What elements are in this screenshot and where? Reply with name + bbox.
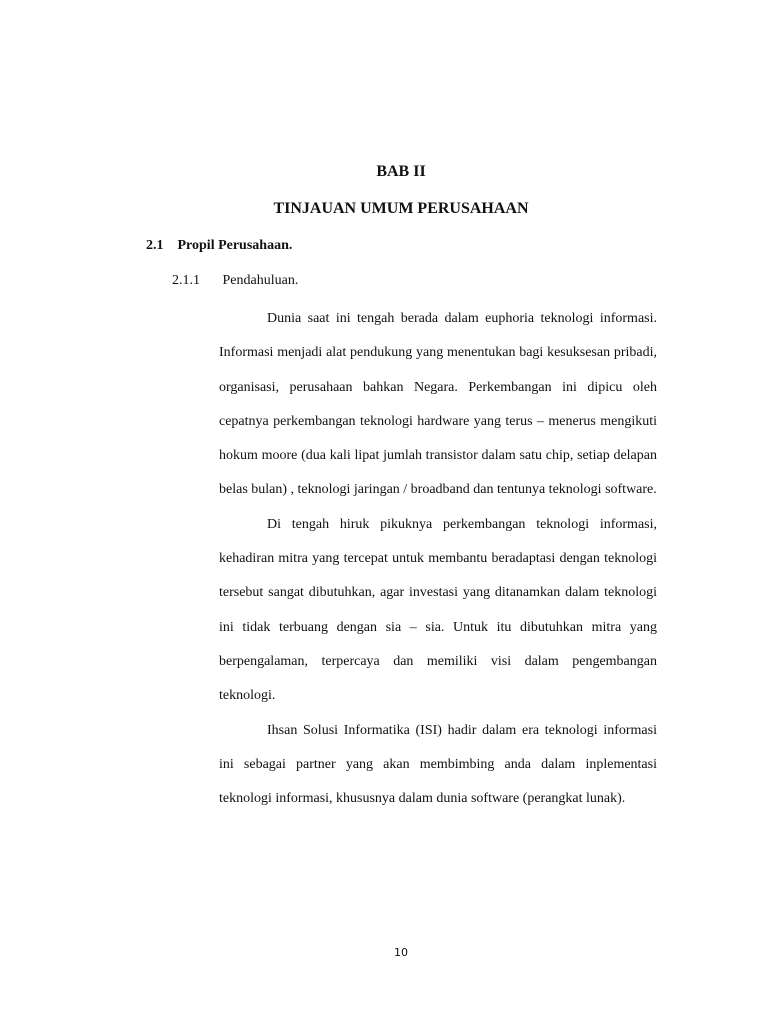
body-text: [219, 302, 657, 816]
chapter-title: TINJAUAN UMUM PERUSAHAAN: [273, 200, 529, 217]
chapter-label: BAB II: [376, 163, 426, 180]
section-heading: [146, 238, 292, 254]
subsection-title: Pendahuluan.: [222, 273, 299, 288]
paragraph: Dunia saat ini tengah berada dalam euphoria teknologi informasi. Informasi menjadi alat pendukung yang menentukan bagi kesuksesan pribadi, organisasi, perusahaan bahkan Negara. Perkembangan ini dipicu oleh cepatnya perkembangan teknologi hardware yang terus – menerus mengikuti hokum moore (dua kali lipat jumlah transistor dalam satu chip, setiap delapan belas bulan) , teknologi jaringan / broadband dan tentunya teknologi software.: [219, 311, 657, 498]
section-number: 2.1: [146, 238, 164, 253]
subsection-number: 2.1.1: [172, 273, 200, 288]
paragraph: Ihsan Solusi Informatika (ISI) hadir dalam era teknologi informasi ini sebagai partner yang akan membimbing anda dalam inplementasi teknologi informasi, khususnya dalam dunia software (perangkat lunak).: [219, 722, 657, 807]
paragraph: Di tengah hiruk pikuknya perkembangan teknologi informasi, kehadiran mitra yang tercepat untuk membantu beradaptasi dengan teknologi tersebut sangat dibutuhkan, agar investasi yang ditanamkan dalam teknologi ini tidak terbuang dengan sia – sia. Untuk itu dibutuhkan mitra yang berpengalaman, terpercaya dan memiliki visi dalam pengembangan teknologi.: [219, 516, 657, 704]
subsection-heading: [172, 273, 298, 289]
section-title: Propil Perusahaan.: [177, 238, 293, 253]
page-number: 10: [394, 946, 408, 959]
